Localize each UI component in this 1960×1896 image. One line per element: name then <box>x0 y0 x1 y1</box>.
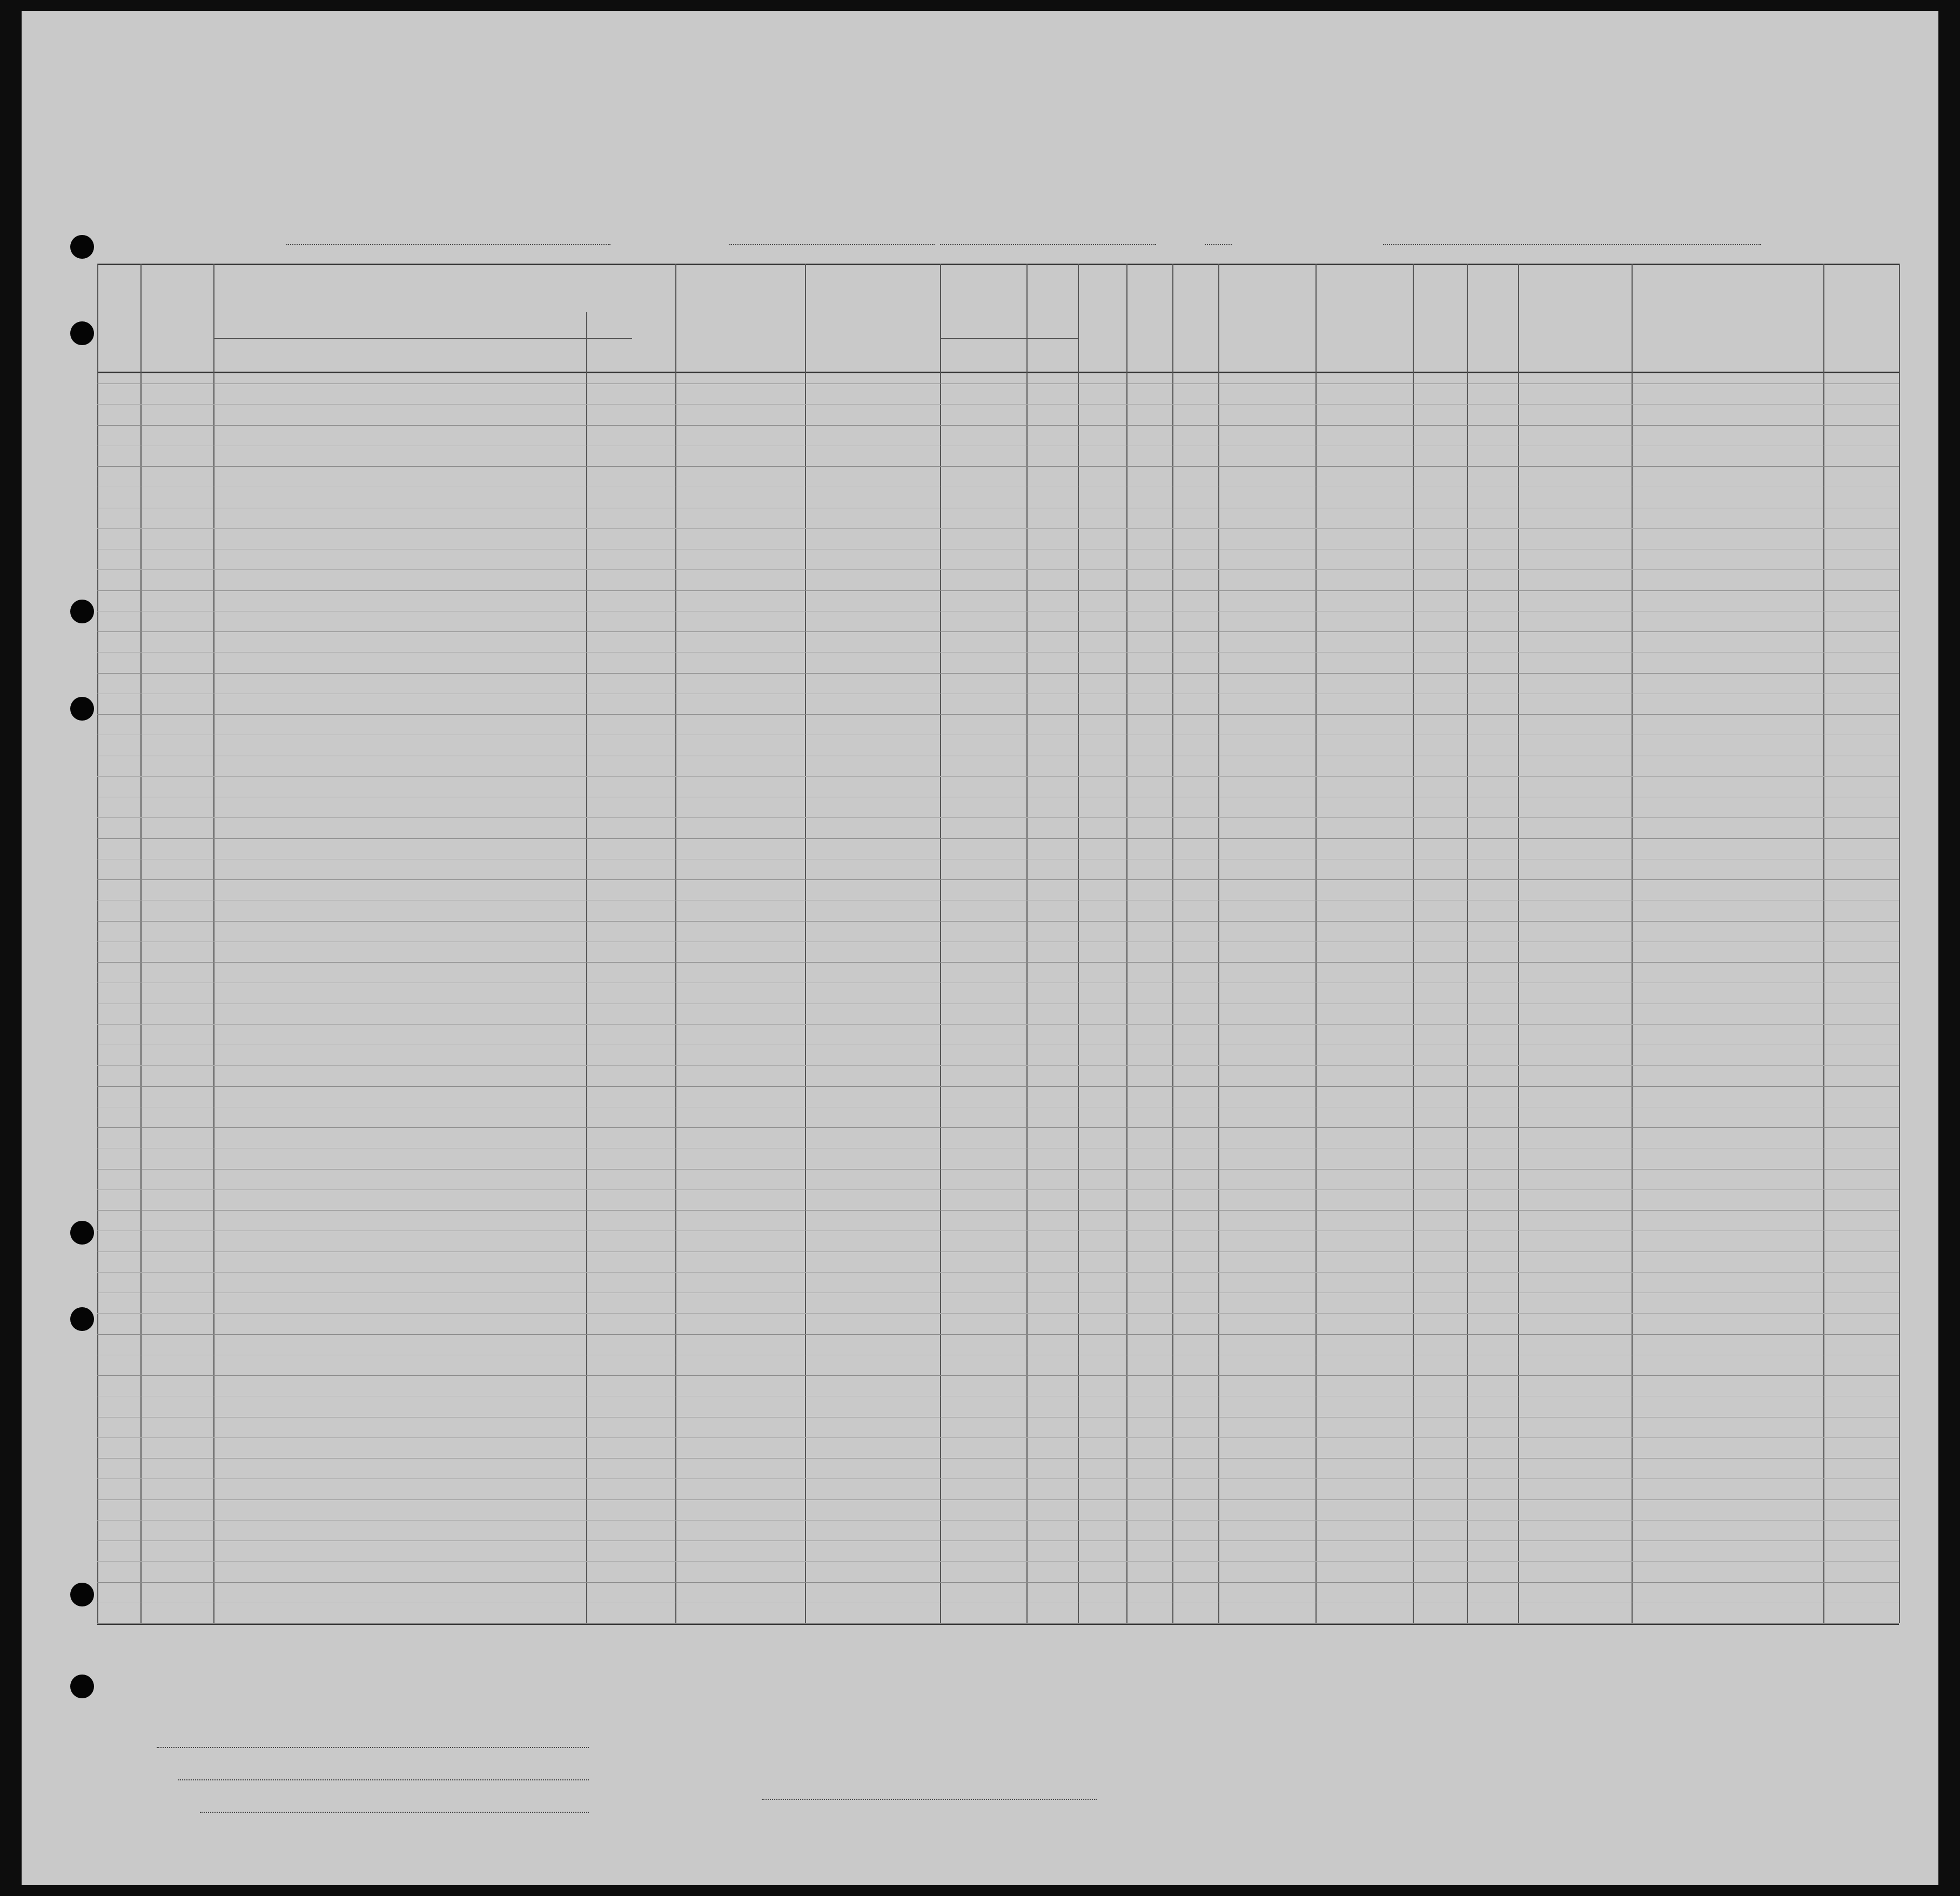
row-subdivider <box>97 776 1899 777</box>
row-divider <box>97 1582 1899 1583</box>
column-divider <box>1078 264 1079 1623</box>
binder-hole <box>70 321 94 345</box>
binder-hole <box>70 235 94 259</box>
column-divider <box>97 264 98 1623</box>
row-subdivider <box>97 1561 1899 1562</box>
column-divider <box>940 264 941 1623</box>
column-divider <box>1518 264 1519 1623</box>
column-divider <box>140 264 142 1623</box>
row-divider <box>97 1127 1899 1128</box>
row-divider <box>97 714 1899 715</box>
column-divider <box>1823 264 1824 1623</box>
row-subdivider <box>97 1313 1899 1314</box>
column-divider <box>1172 264 1173 1623</box>
column-divider <box>586 312 587 1623</box>
row-divider <box>97 838 1899 839</box>
column-divider <box>1026 264 1028 1623</box>
row-divider <box>97 962 1899 963</box>
row-subdivider <box>97 1520 1899 1521</box>
row-divider <box>97 631 1899 632</box>
row-divider <box>97 921 1899 922</box>
row-divider <box>97 1375 1899 1376</box>
row-divider <box>97 1086 1899 1087</box>
row-divider <box>97 879 1899 880</box>
row-subdivider <box>97 569 1899 570</box>
row-subdivider <box>97 1024 1899 1025</box>
row-subdivider <box>97 528 1899 529</box>
binder-hole <box>70 1675 94 1698</box>
row-subdivider <box>97 1065 1899 1066</box>
table-top-border <box>97 264 1899 265</box>
row-subdivider <box>97 652 1899 653</box>
column-divider <box>1315 264 1317 1623</box>
column-divider <box>1632 264 1633 1623</box>
binder-hole <box>70 1583 94 1606</box>
column-divider <box>1467 264 1468 1623</box>
column-divider <box>1126 264 1127 1623</box>
column-divider <box>805 264 806 1623</box>
binder-hole <box>70 1221 94 1245</box>
manifest-sheet <box>22 11 1938 1885</box>
row-divider <box>97 466 1899 467</box>
column-divider <box>675 264 676 1623</box>
column-divider <box>213 264 214 1623</box>
row-subdivider <box>97 404 1899 405</box>
row-subdivider <box>97 1437 1899 1438</box>
row-subdivider <box>97 1272 1899 1273</box>
column-divider <box>1218 264 1219 1623</box>
row-divider <box>97 590 1899 591</box>
row-divider <box>97 1334 1899 1335</box>
row-subdivider <box>97 1189 1899 1190</box>
column-divider <box>1899 264 1900 1623</box>
sheet-number <box>1718 81 1723 100</box>
row-subdivider <box>97 1478 1899 1479</box>
binder-hole <box>70 697 94 721</box>
binder-hole <box>70 600 94 623</box>
name-header-rule <box>213 338 632 339</box>
header-bottom-border <box>97 372 1899 373</box>
inspector-signature <box>967 1672 978 1733</box>
binder-hole <box>70 1307 94 1331</box>
row-divider <box>97 1210 1899 1211</box>
column-divider <box>1413 264 1414 1623</box>
shipped-header-rule <box>940 338 1078 339</box>
row-subdivider <box>97 817 1899 818</box>
row-divider <box>97 1623 1899 1624</box>
row-divider <box>97 673 1899 674</box>
row-divider <box>97 425 1899 426</box>
